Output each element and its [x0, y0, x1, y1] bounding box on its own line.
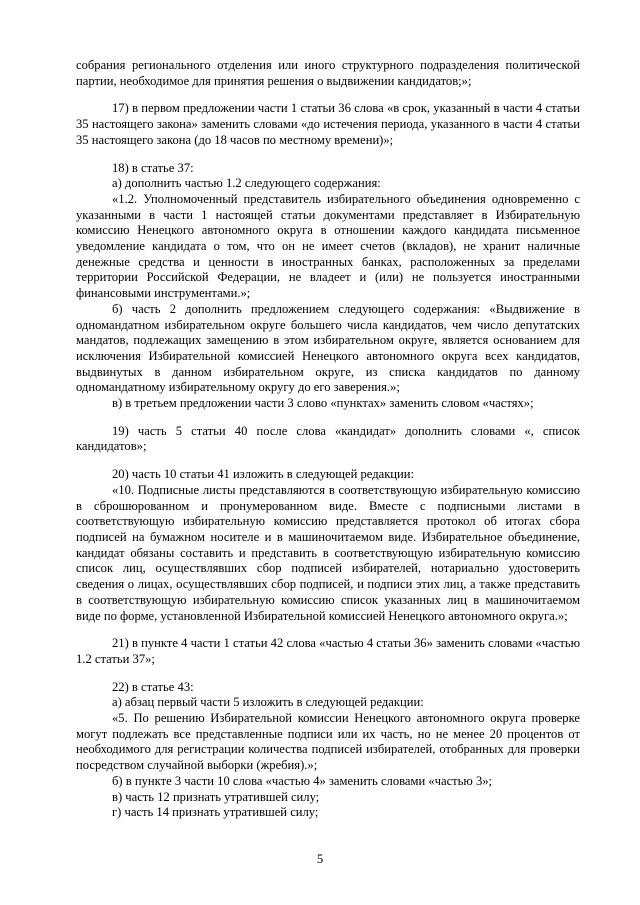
paragraph: 18) в статье 37:	[112, 160, 194, 175]
paragraph: 17) в первом предложении части 1 статьи 36 слова «в срок, указанный в части 4 статьи 35 настоящего закона» заменить словами «до истечения периода, указанного в части 4 статьи 35 настоящего закона (до 18 часов по местному времени)»;	[76, 101, 580, 147]
page-number: 5	[316, 852, 324, 866]
paragraph: а) абзац первый части 5 изложить в следующей редакции:	[112, 695, 424, 710]
paragraph: б) в пункте 3 части 10 слова «частью 4» заменить словами «частью 3»;	[112, 773, 493, 788]
paragraph: а) дополнить частью 1.2 следующего содержания:	[112, 176, 381, 191]
paragraph: «10. Подписные листы представляются в соответствующую избирательную комиссию в сброшюрованном и пронумерованном виде. Вместе с подписными листами в соответствующую избирательную комиссию представляется протокол об итогах сбора подписей на бумажном носителе и в машиночитаемом виде. Избирательное объединение, кандидат обязаны составить и представить в соответствующую избирательную комиссию список лиц, осуществлявших сбор подписей избирателей, нотариально удостоверить сведения о лицах, осуществлявших сбор подписей, и подписи этих лиц, а также представить в соответствующую избирательную комиссию список указанных лиц в машиночитаемом виде по форме, установленной Избирательной комиссией Ненецкого автономного округа.»;	[76, 482, 580, 623]
body-text	[76, 58, 580, 821]
paragraph: в) в третьем предложении части 3 слово «пунктах» заменить словом «частях»;	[112, 396, 534, 411]
paragraph: в) часть 12 признать утратившей силу;	[112, 789, 320, 804]
paragraph: 20) часть 10 статьи 41 изложить в следующей редакции:	[112, 467, 415, 482]
paragraph: «5. По решению Избирательной комиссии Ненецкого автономного округа проверке могут подлежать все представленные подписи или их часть, но не менее 20 процентов от необходимого для регистрации количества подписей избирателей, отобранных для проверки посредством случайной выборки (жребия).»;	[76, 711, 580, 773]
paragraph: 21) в пункте 4 части 1 статьи 42 слова «частью 4 статьи 36» заменить словами «частью 1.2 статьи 37»;	[76, 636, 580, 666]
paragraph: 22) в статье 43:	[112, 679, 194, 694]
paragraph: б) часть 2 дополнить предложением следующего содержания: «Выдвижение в одномандатном избирательном округе большего числа кандидатов, чем число депутатских мандатов, подлежащих замещению в этом избирательном округе, является основанием для исключения Избирательной комиссией Ненецкого автономного округа всех кандидатов, выдвинутых в данном избирательном округе, из списка кандидатов по данному одномандатному избирательному округу до его заверения.»;	[76, 301, 580, 395]
paragraph: г) часть 14 признать утратившей силу;	[112, 805, 319, 820]
paragraph: «1.2. Уполномоченный представитель избирательного объединения одновременно с указанными в части 1 настоящей статьи документами представляет в Избирательную комиссию Ненецкого автономного округа в отношении каждого кандидата письменное уведомление кандидата о том, что он не имеет счетов (вкладов), не хранит наличные денежные средства и ценности в иностранных банках, расположенных за пределами территории Российской Федерации, не владеет и (или) не пользуется иностранными финансовыми инструментами.»;	[76, 191, 580, 301]
paragraph: собрания регионального отделения или иного структурного подразделения политической партии, необходимое для принятия решения о выдвижении кандидатов;»;	[76, 58, 580, 88]
paragraph: 19) часть 5 статьи 40 после слова «кандидат» дополнить словами «, список кандидатов»;	[76, 423, 580, 454]
